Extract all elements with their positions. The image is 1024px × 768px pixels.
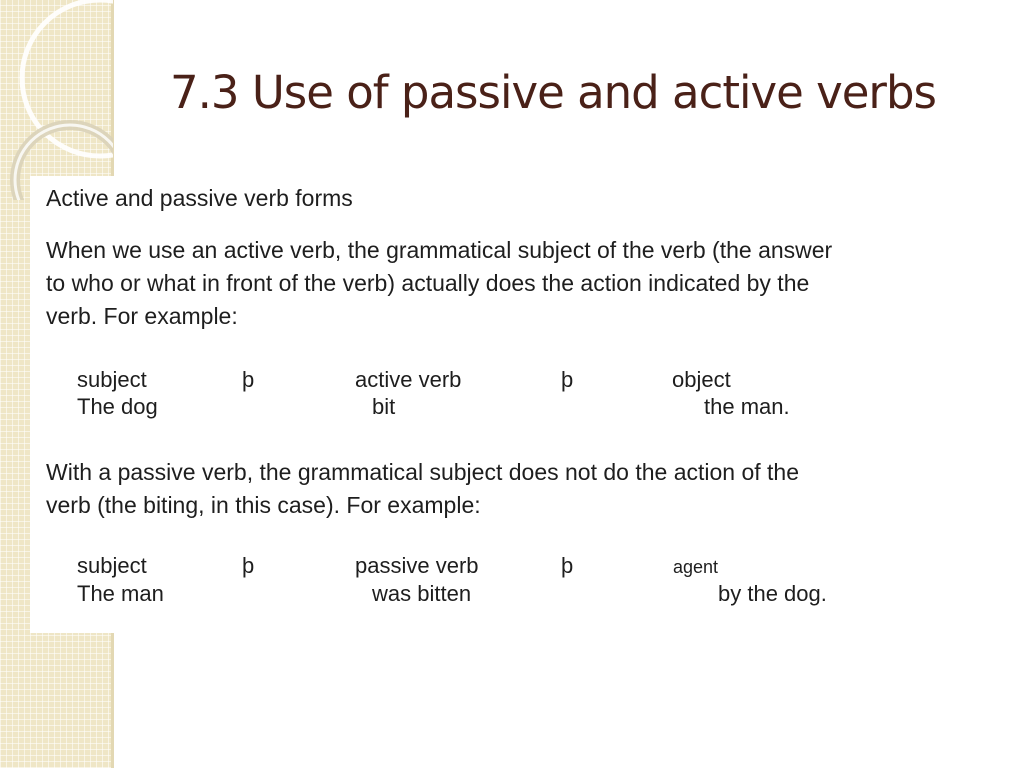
paragraph-line: to who or what in front of the verb) actually does the action indicated by the xyxy=(46,270,810,296)
example1-header-verb: active verb xyxy=(355,367,462,392)
example2-header-agent: agent xyxy=(673,557,719,577)
example2-verb: was bitten xyxy=(372,581,472,606)
arrow-symbol-icon: þ xyxy=(242,367,255,392)
document-heading: Active and passive verb forms xyxy=(46,185,353,211)
example1-object: the man. xyxy=(704,394,790,419)
embedded-document-image xyxy=(30,176,1006,633)
example1-subject: The dog xyxy=(77,394,158,419)
decorative-circles xyxy=(0,0,113,200)
example1-verb: bit xyxy=(372,394,396,419)
paragraph-line: With a passive verb, the grammatical subject does not do the action of the xyxy=(46,459,800,485)
paragraph-line: verb. For example: xyxy=(46,303,238,329)
example2-header-subject: subject xyxy=(77,553,147,578)
arrow-symbol-icon: þ xyxy=(242,553,255,578)
paragraph-line: When we use an active verb, the grammatical subject of the verb (the answer xyxy=(46,237,833,263)
arrow-symbol-icon: þ xyxy=(561,553,574,578)
example2-subject: The man xyxy=(77,581,164,606)
example2-header-verb: passive verb xyxy=(355,553,479,578)
paragraph-line: verb (the biting, in this case). For example: xyxy=(46,492,481,518)
slide-title: 7.3 Use of passive and active verbs xyxy=(170,66,936,119)
example1-header-object: object xyxy=(672,367,731,392)
paragraph-active-verb xyxy=(46,234,832,333)
example1-header-subject: subject xyxy=(77,367,147,392)
arrow-symbol-icon: þ xyxy=(561,367,574,392)
example2-agent: by the dog. xyxy=(718,581,827,606)
paragraph-passive-verb xyxy=(46,456,799,522)
